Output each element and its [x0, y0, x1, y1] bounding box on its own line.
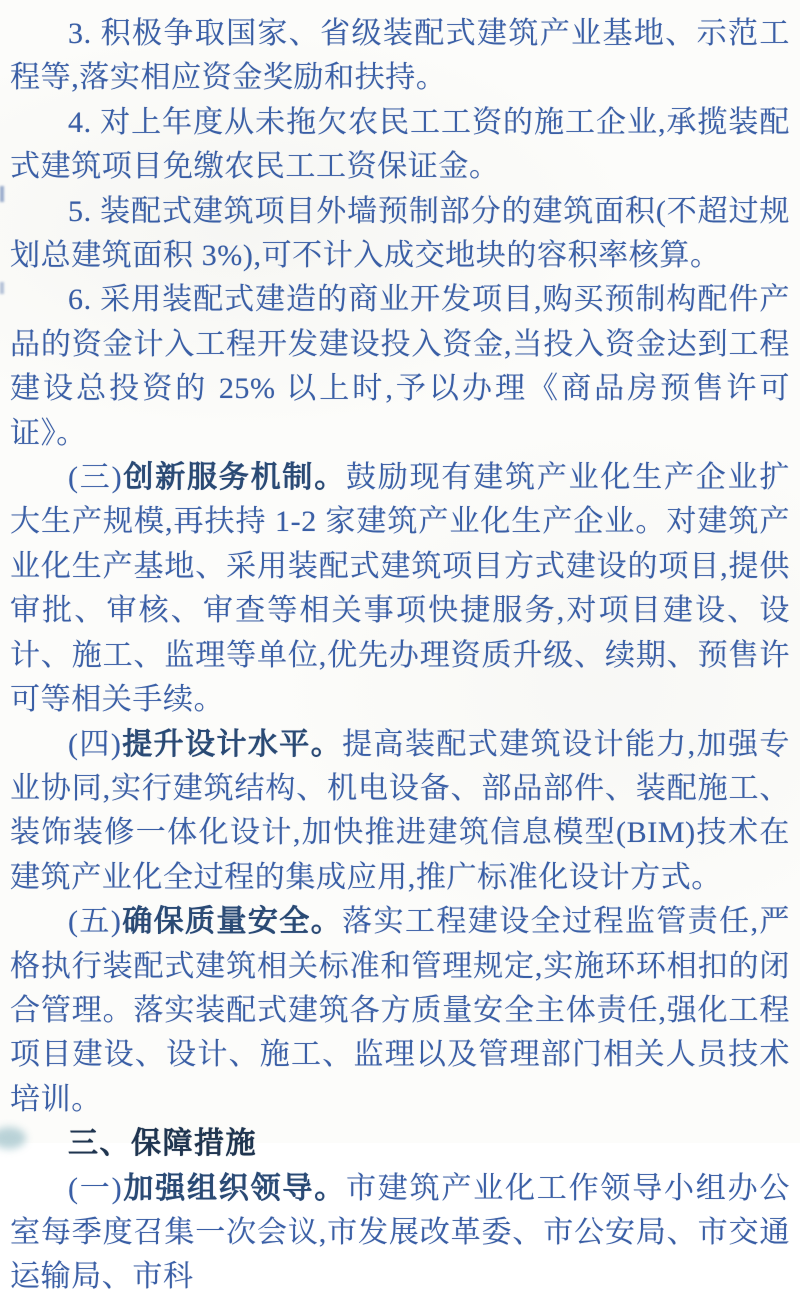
section-heading	[10, 1122, 790, 1166]
section-number: (三)	[68, 461, 123, 495]
section-title: 提升设计水平。	[121, 727, 343, 761]
section-title: 创新服务机制。	[122, 461, 346, 495]
paragraph-text: 落实工程建设全过程监管责任,严格执行装配式建筑相关标准和管理规定,实施环环相扣的闭合管理。落实装配式建筑各方质量安全主体责任,强化工程项目建设、设计、施工、监理以及管理部门相关人员技术培训。	[10, 905, 791, 1116]
paragraph-text: 5. 装配式建筑项目外墙预制部分的建筑面积(不超过规划总建筑面积 3%),可不计入成交地块的容积率核算。	[10, 194, 790, 273]
paragraph-text: 市建筑产业化工作领导小组办公室每季度召集一次会议,市发展改革委、市公安局、市交通运输局、市科	[10, 1171, 791, 1294]
paragraph	[10, 190, 790, 279]
paragraph	[10, 1167, 790, 1300]
paragraph	[10, 456, 790, 722]
paragraph	[10, 723, 790, 901]
paragraph-text: 4. 对上年度从未拖欠农民工工资的施工企业,承揽装配式建筑项目免缴农民工工资保证金。	[10, 105, 790, 184]
paragraph	[10, 101, 790, 190]
section-number: (一)	[68, 1171, 123, 1205]
paragraph-text: 鼓励现有建筑产业化生产企业扩大生产规模,再扶持 1-2 家建筑产业化生产企业。对建筑产业化生产基地、采用装配式建筑项目方式建设的项目,提供审批、审核、审查等相关事项快捷服务,对项目建设、设计、施工、监理等单位,优先办理资质升级、续期、预售许可等相关手续。	[10, 461, 791, 717]
scan-edge-artifact	[0, 186, 4, 202]
paragraph-text: 提高装配式建筑设计能力,加强专业协同,实行建筑结构、机电设备、部品部件、装配施工、装饰装修一体化设计,加快推进建筑信息模型(BIM)技术在建筑产业化全过程的集成应用,推广标准化设计方式。	[10, 727, 791, 894]
scan-edge-artifact	[0, 282, 4, 294]
section-number: (五)	[68, 905, 122, 939]
section-title: 确保质量安全。	[121, 905, 343, 939]
paragraph-text: 三、保障措施	[68, 1127, 257, 1161]
paragraph-text: 6. 采用装配式建造的商业开发项目,购买预制构配件产品的资金计入工程开发建设投入资金,当投入资金达到工程建设总投资的 25% 以上时,予以办理《商品房预售许可证》。	[10, 283, 790, 450]
paragraph-text: 3. 积极争取国家、省级装配式建筑产业基地、示范工程等,落实相应资金奖励和扶持。	[10, 17, 790, 95]
document-body	[10, 12, 790, 1300]
paragraph	[10, 900, 790, 1122]
paragraph	[10, 278, 790, 456]
section-number: (四)	[68, 727, 122, 761]
section-title: 加强组织领导。	[122, 1171, 346, 1205]
paragraph	[10, 12, 790, 101]
